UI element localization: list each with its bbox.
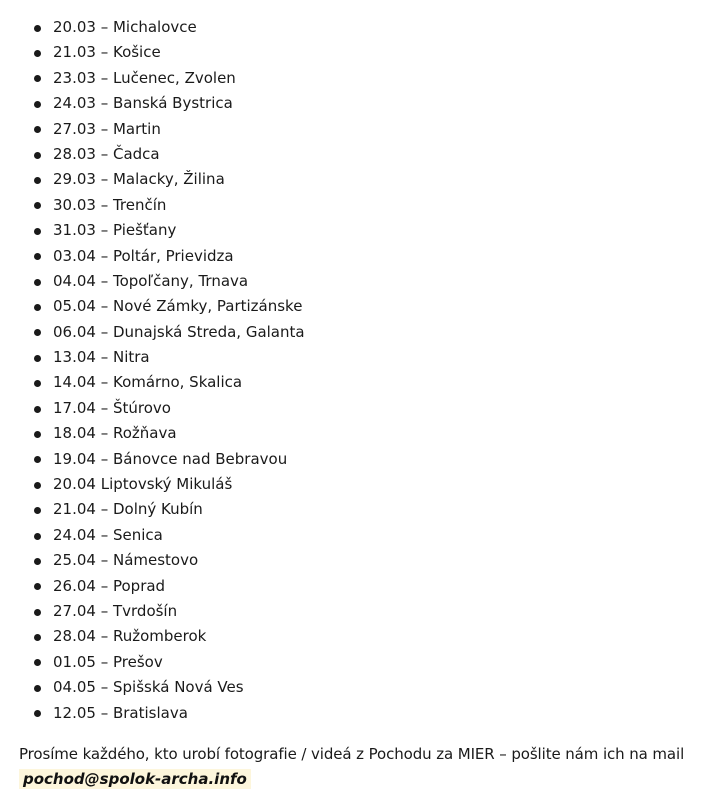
bullet-icon (34, 431, 41, 438)
list-item (0, 244, 720, 269)
bullet-icon (34, 25, 41, 32)
list-item-text: 21.04 – Dolný Kubín (53, 500, 203, 519)
list-item-text: 14.04 – Komárno, Skalica (53, 373, 243, 392)
bullet-icon (34, 279, 41, 286)
list-item-text: 06.04 – Dunajská Streda, Galanta (53, 322, 305, 341)
list-item (0, 15, 720, 40)
list-item (0, 117, 720, 142)
list-item (0, 345, 720, 370)
list-item (0, 624, 720, 649)
list-item (0, 40, 720, 65)
bullet-icon (34, 380, 41, 387)
email-link[interactable]: pochod@spolok-archa.info (19, 769, 251, 789)
bullet-icon (34, 456, 41, 463)
list-item (0, 218, 720, 243)
list-item-text: 28.04 – Ružomberok (53, 627, 207, 646)
list-item (0, 574, 720, 599)
list-item (0, 701, 720, 726)
bullet-icon (34, 685, 41, 692)
bullet-icon (34, 634, 41, 641)
list-item-text: 01.05 – Prešov (53, 652, 163, 671)
list-item (0, 66, 720, 91)
list-item (0, 650, 720, 675)
bullet-icon (34, 75, 41, 82)
bullet-icon (34, 101, 41, 108)
list-item-text: 23.03 – Lučenec, Zvolen (53, 68, 236, 87)
list-item (0, 497, 720, 522)
list-item (0, 269, 720, 294)
list-item-text: 04.04 – Topoľčany, Trnava (53, 271, 249, 290)
list-item-text: 30.03 – Trenčín (53, 195, 167, 214)
list-item (0, 599, 720, 624)
list-item-text: 04.05 – Spišská Nová Ves (53, 678, 244, 697)
list-item (0, 421, 720, 446)
photo-request-text: Prosíme každého, kto urobí fotografie / videá z Pochodu za MIER – pošlite nám ich na mail (19, 745, 685, 763)
list-item (0, 370, 720, 395)
list-item-text: 20.04 Liptovský Mikuláš (53, 475, 233, 494)
list-item-text: 03.04 – Poltár, Prievidza (53, 246, 234, 265)
list-item (0, 91, 720, 116)
bullet-icon (34, 228, 41, 235)
bullet-icon (34, 355, 41, 362)
list-item-text: 27.04 – Tvrdošín (53, 601, 178, 620)
bullet-icon (34, 126, 41, 133)
bullet-icon (34, 507, 41, 514)
bullet-icon (34, 609, 41, 616)
list-item-text: 20.03 – Michalovce (53, 18, 197, 36)
list-item-text: 17.04 – Štúrovo (53, 398, 171, 417)
bullet-icon (34, 583, 41, 590)
bullet-icon (34, 406, 41, 413)
bullet-icon (34, 253, 41, 260)
bullet-icon (34, 710, 41, 717)
list-item (0, 142, 720, 167)
list-item-text: 26.04 – Poprad (53, 576, 166, 595)
bullet-icon (34, 533, 41, 540)
list-item-text: 28.03 – Čadca (53, 144, 160, 163)
bullet-icon (34, 177, 41, 184)
bullet-icon (34, 202, 41, 209)
list-item-text: 05.04 – Nové Zámky, Partizánske (53, 297, 303, 316)
list-item-text: 27.03 – Martin (53, 119, 161, 138)
list-item-text: 19.04 – Bánovce nad Bebravou (53, 449, 288, 468)
list-item (0, 167, 720, 192)
list-item (0, 675, 720, 700)
list-item (0, 396, 720, 421)
bullet-icon (34, 304, 41, 311)
list-item-text: 25.04 – Námestovo (53, 551, 199, 570)
list-item (0, 523, 720, 548)
list-item-text: 31.03 – Piešťany (53, 221, 177, 240)
bullet-icon (34, 482, 41, 489)
list-item (0, 548, 720, 573)
list-item-text: 24.03 – Banská Bystrica (53, 94, 233, 113)
list-item (0, 320, 720, 345)
list-item (0, 294, 720, 319)
list-item-text: 18.04 – Rožňava (53, 424, 177, 443)
list-item-text: 21.03 – Košice (53, 43, 161, 62)
bullet-icon (34, 152, 41, 159)
email-line (19, 767, 251, 791)
list-item (0, 472, 720, 497)
list-item-text: 13.04 – Nitra (53, 348, 150, 367)
bullet-icon (34, 558, 41, 565)
list-item-text: 24.04 – Senica (53, 525, 163, 544)
bullet-icon (34, 659, 41, 666)
bullet-icon (34, 329, 41, 336)
list-item (0, 193, 720, 218)
list-item (0, 447, 720, 472)
list-item-text: 12.05 – Bratislava (53, 703, 188, 722)
list-item-text: 29.03 – Malacky, Žilina (53, 170, 225, 189)
bullet-icon (34, 50, 41, 57)
